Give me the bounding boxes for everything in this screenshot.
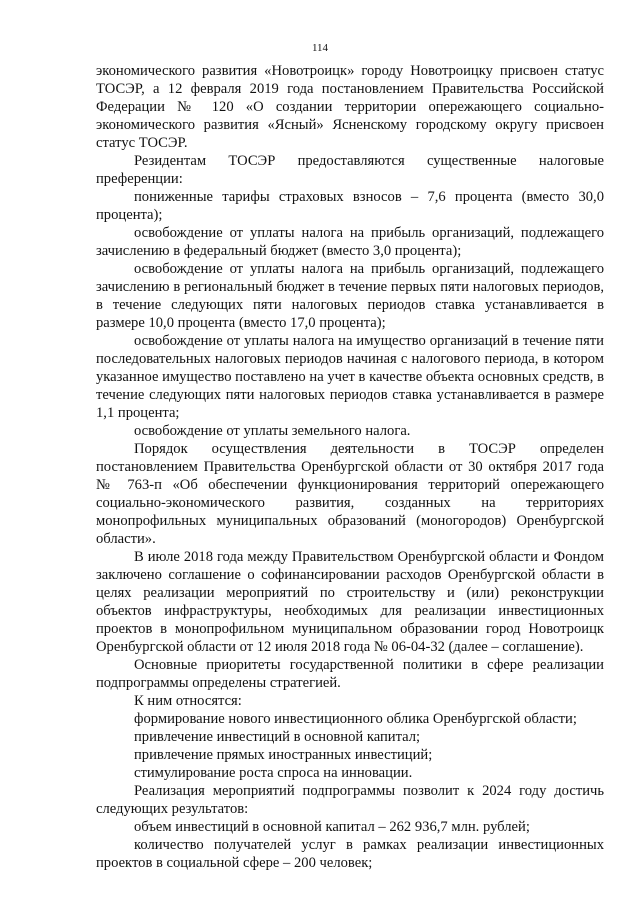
paragraph-8: Порядок осуществления деятельности в ТОСЭР определен постановлением Правительства Оренбургской области от 30 октября 2017 года № 763-п «Об обеспечении функционирования территорий опережающего социально-экономического развития, созданных на территориях монопрофильных муниципальных образований (моногородов) Оренбургской области». (96, 441, 604, 547)
paragraph-11: К ним относятся: (134, 693, 242, 709)
paragraph-9: В июле 2018 года между Правительством Оренбургской области и Фондом заключено соглашение о софинансировании расходов Оренбургской области в целях реализации мероприятий по строительству и (или) реконструкции объектов инфраструктуры, необходимых для реализации инвестиционных проектов в монопрофильном муниципальном образовании город Новотроицк Оренбургской области от 12 июля 2018 года № 06-04-32 (далее – соглашение). (96, 549, 604, 655)
paragraph-3: пониженные тарифы страховых взносов – 7,6 процента (вместо 30,0 процента); (96, 189, 604, 223)
paragraph-2: Резидентам ТОСЭР предоставляются существенные налоговые преференции: (96, 153, 604, 187)
paragraph-7: освобождение от уплаты земельного налога. (134, 423, 411, 439)
paragraph-18: количество получателей услуг в рамках реализации инвестиционных проектов в социальной сфере – 200 человек; (96, 837, 604, 871)
page-number: 114 (311, 42, 329, 54)
paragraph-17: объем инвестиций в основной капитал – 262 936,7 млн. рублей; (134, 819, 530, 835)
paragraph-15: стимулирование роста спроса на инновации. (134, 765, 413, 781)
paragraph-13: привлечение инвестиций в основной капитал; (134, 729, 421, 745)
paragraph-4: освобождение от уплаты налога на прибыль организаций, подлежащего зачислению в федеральный бюджет (вместо 3,0 процента); (96, 225, 604, 259)
paragraph-12: формирование нового инвестиционного облика Оренбургской области; (134, 711, 577, 727)
document-body (96, 62, 604, 872)
paragraph-10: Основные приоритеты государственной политики в сфере реализации подпрограммы определены стратегией. (96, 657, 604, 691)
paragraph-14: привлечение прямых иностранных инвестиций; (134, 747, 433, 763)
paragraph-5: освобождение от уплаты налога на прибыль организаций, подлежащего зачислению в региональный бюджет в течение первых пяти налоговых периодов, в течение следующих пяти налоговых периодов ставка устанавливается в размере 10,0 процента (вместо 17,0 процента); (96, 261, 604, 331)
paragraph-16: Реализация мероприятий подпрограммы позволит к 2024 году достичь следующих результатов: (96, 783, 604, 817)
paragraph-6: освобождение от уплаты налога на имущество организаций в течение пяти последовательных налоговых периодов начиная с налогового периода, в котором указанное имущество поставлено на учет в качестве объекта основных средств, в течение следующих пяти налоговых периодов ставка устанавливается в размере 1,1 процента; (96, 333, 604, 421)
paragraph-1: экономического развития «Новотроицк» городу Новотроицку присвоен статус ТОСЭР, а 12 февраля 2019 года постановлением Правительства Российской Федерации № 120 «О создании территории опережающего социально-экономического развития «Ясный» Ясненскому городскому округу присвоен статус ТОСЭР. (96, 63, 604, 151)
